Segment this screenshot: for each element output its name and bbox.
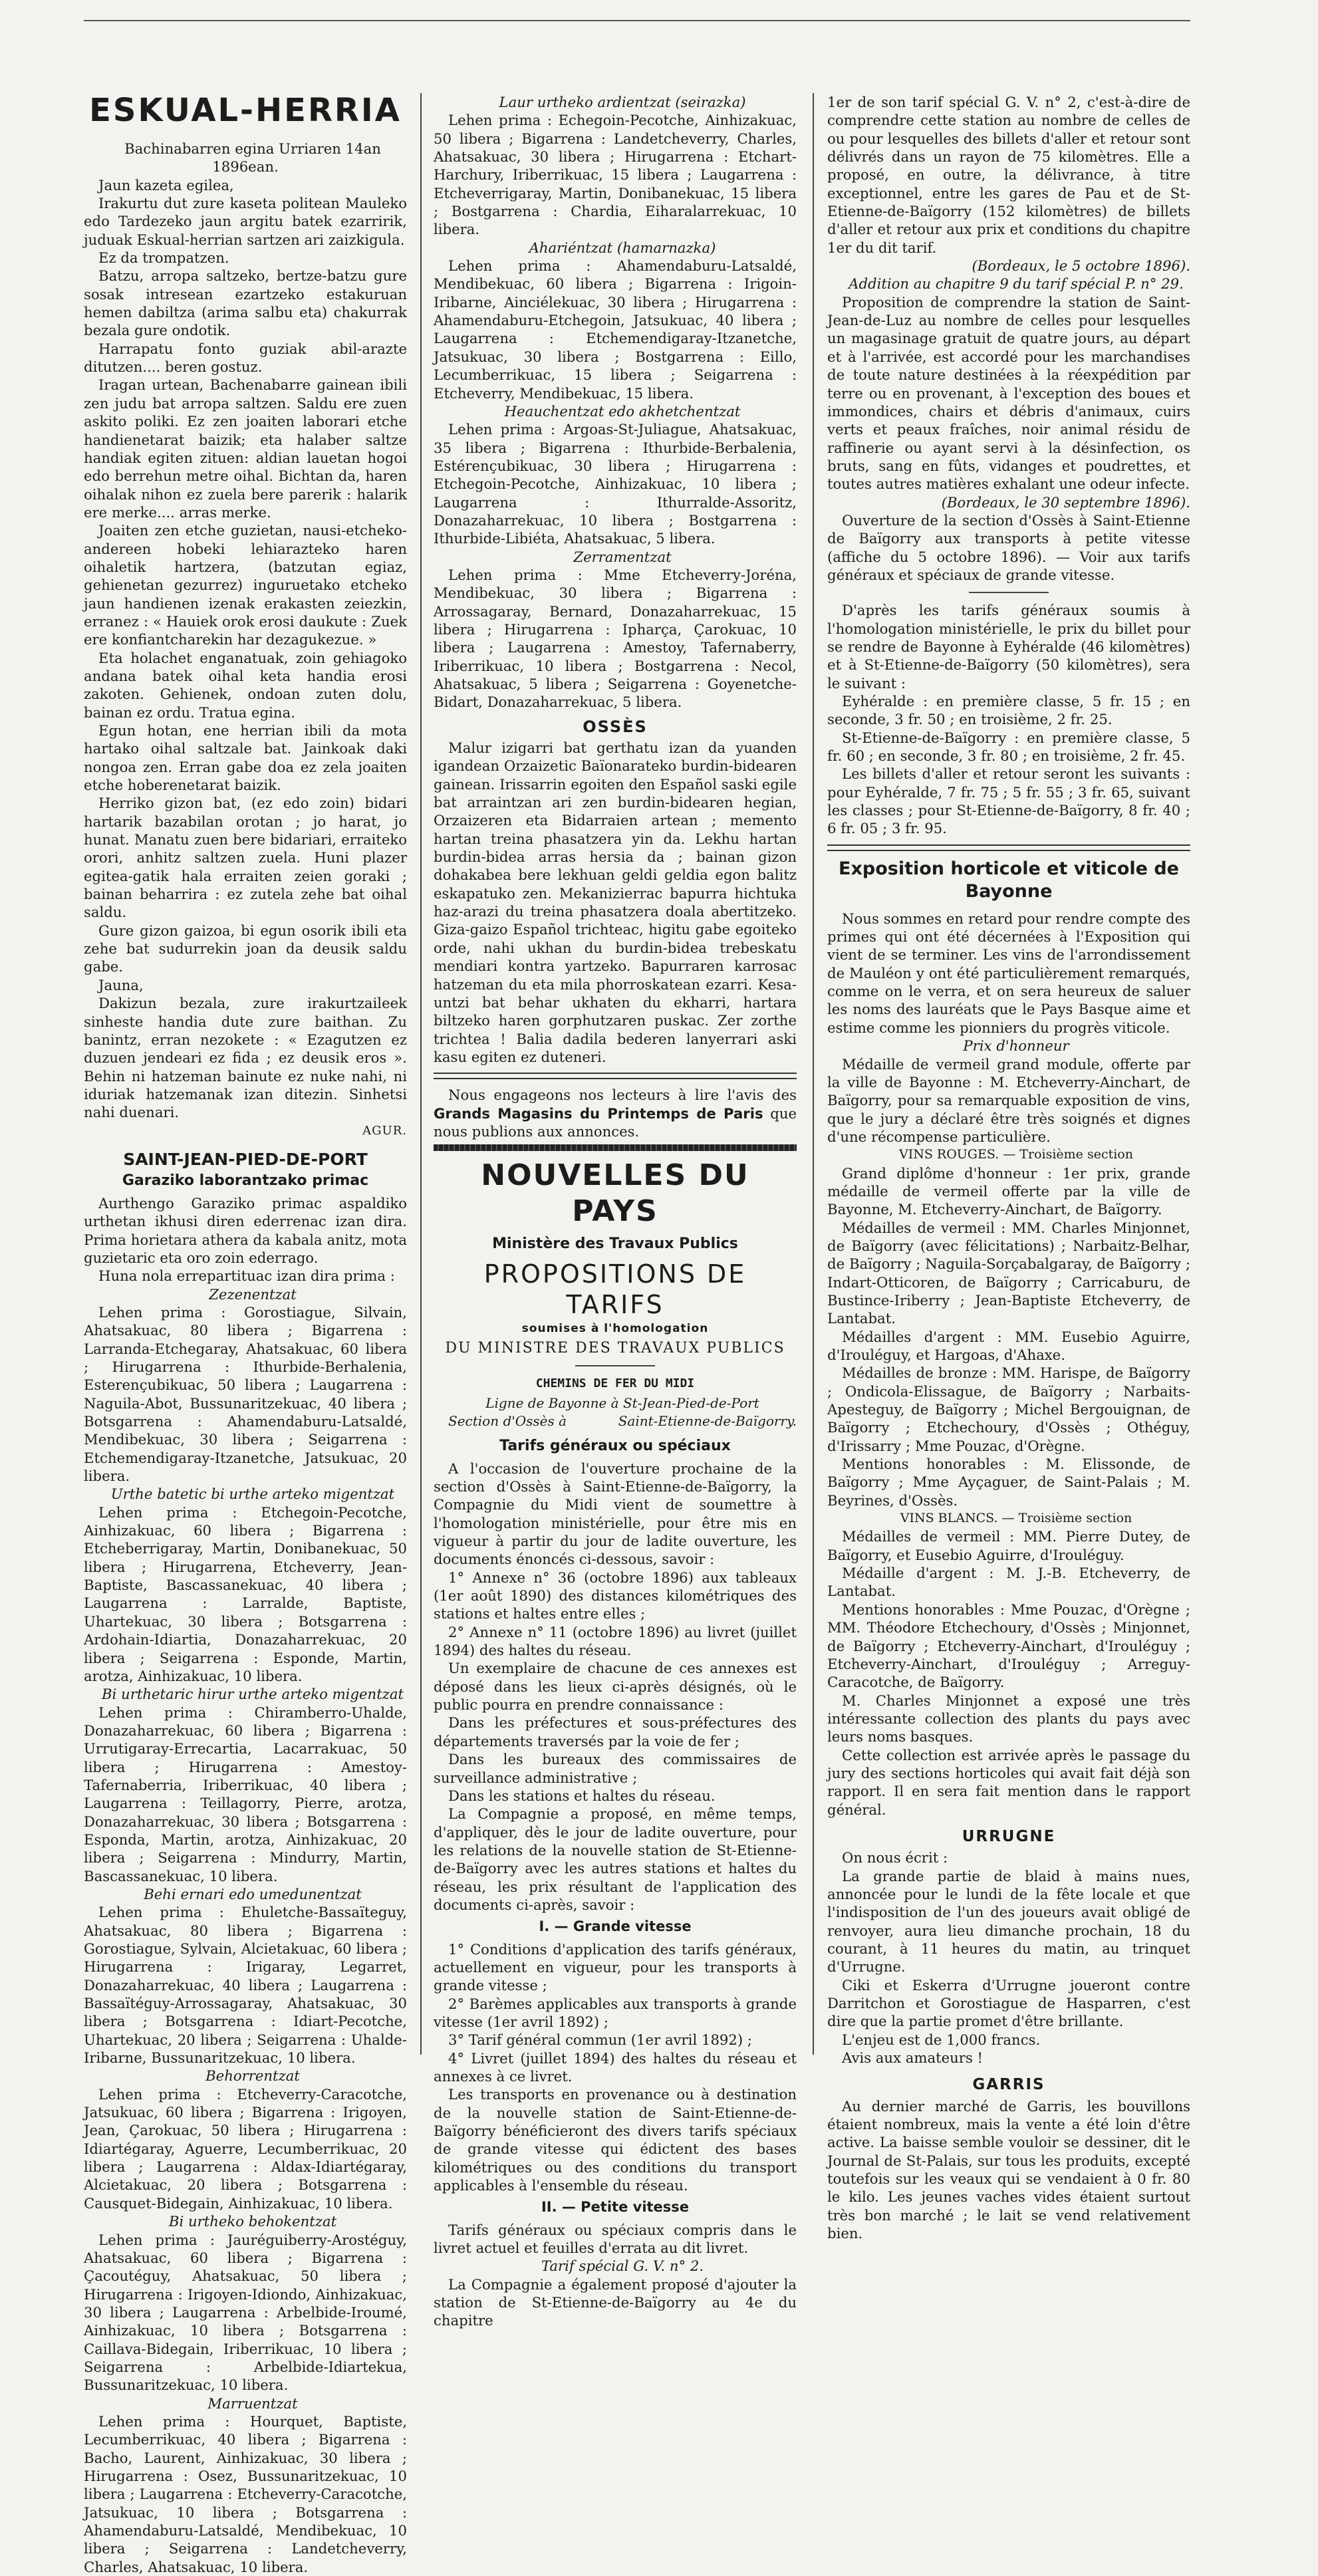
vins-blancs-text	[827, 1527, 1190, 1819]
addition-title: Addition au chapitre 9 du tarif spécial P. n° 29.	[849, 275, 1184, 293]
category-text: Lehen prima : Hourquet, Baptiste, Lecumberrikuac, 40 libera ; Bigarrena : Bacho, Laurent, Ainhizakuac, 30 libera ; Hirugarrena : Osez, Bussunaritzekuac, 10 libera ; Laugarrena : Etcheverry-Caracotche, Jatsukuac, 10 libera ; Botsgarrena : Ahamendaburu-Latsaldé, Mendibekuac, 10 libera ; Seigarrena : Landetcheverry, Charles, Ahatsakuac, 10 libera.	[84, 2412, 407, 2575]
letter-paragraph: Ez da trompatzen.	[98, 249, 229, 267]
category-text: Lehen prima : Chiramberro-Uhalde, Donazaharrekuac, 60 libera ; Bigarrena : Urrutigaray-Errecartia, Lacarrakuac, 50 libera ; Hirugarrena : Amestoy-Tafernaberria, Iriberrikuac, 40 libera ; Laugarrena : Teillagorry, Pierre, arotza, Donazaharrekuac, 30 libera ; Botsgarrena : Esponda, Martin, arotza, Ainhizakuac, 20 libera ; Seigarrena : Mindurry, Martin, Bascassanekuac, 10 libera.	[84, 1704, 407, 1884]
tarifs-paragraph: Dans les stations et haltes du réseau.	[448, 1787, 716, 1804]
vins-blancs-paragraph: Mentions honorables : Mme Pouzac, d'Orègne ; MM. Théodore Etchechoury, d'Ossès ; Minjonnet, de Baïgorry ; Etcheverry-Ainchart, d'Irouléguy ; Etcheverry-Ainchart, d'Irouléguy ; Arreguy-Caracotche, de Baïgorry.	[827, 1601, 1190, 1691]
letter-paragraph: Eta holachet enganatuak, zoin gehiagoko andana batek oihal keta handia erosi zakoten. Gehienek, ondoan zuten dolu, bainan ez ordu. Tratua egina.	[84, 649, 407, 721]
category-title: Zezenentzat	[209, 1285, 297, 1303]
vins-rouges-paragraph: Mentions honorables : M. Elissonde, de Baïgorry ; Mme Ayçaguer, de Saint-Palais ; M. Beyrines, d'Ossès.	[827, 1456, 1190, 1509]
ouverture-text: Ouverture de la section d'Ossès à Saint-Etienne de Baïgorry aux transports à petite vitesse (affiche du 5 octobre 1896). — Voir aux tarifs généraux et spéciaux de grande vitesse.	[827, 511, 1190, 583]
column-3	[827, 93, 1190, 2242]
prix-honneur-text: Médaille de vermeil grand module, offerte par la ville de Bayonne : M. Etcheverry-Ainchart, de Baïgorry, pour sa remarquable exposition de vins, que le jury a déclaré être très soignés et dignes d'une récompense particulière.	[827, 1055, 1190, 1145]
category-text: Lehen prima : Mme Etcheverry-Joréna, Mendibekuac, 30 libera ; Bigarrena : Arrossagaray, Bernard, Donazaharrekuac, 15 libera ; Hirugarrena : Ipharça, Çarokuac, 10 libera ; Laugarrena : Amestoy, Tafernaberry, Iriberrikuac, 10 libera ; Bostgarrena : Necol, Ahatsakuac, 5 libera ; Seigarrena : Goyenetche-Bidart, Donazaharrekuac, 5 libera.	[434, 566, 797, 711]
billets-text: Les billets d'aller et retour seront les suivants : pour Eyhéralde, 7 fr. 75 ; 5 fr. 55 ; 3 fr. 65, suivant les classes ; pour St-Etienne-de-Baïgorry, 8 fr. 40 ; 6 fr. 05 ; 3 fr. 95.	[827, 765, 1190, 837]
separator	[434, 1073, 797, 1079]
letter-paragraph: Joaiten zen etche guzietan, nausi-etcheko-andereen hobeki lehiarazteko haren oihaletik hartzera, (batzutan egiaz, gehienetan gezurrez) inguruetako etcheko jaun handienen izenak erakasten zeiezkin, erranez : « Hauiek orok erosi daukute : Zuek ere konfiantcharekin har dezagukezue. »	[84, 522, 407, 648]
petite-vitesse-title: II. — Petite vitesse	[541, 2199, 690, 2216]
tarifs-paragraph: 2° Annexe n° 11 (octobre 1896) au livret (juillet 1894) des haltes du réseau.	[434, 1623, 797, 1659]
urrugne-paragraph: La grande partie de blaid à mains nues, annoncée pour le lundi de la fête locale et que l'indisposition de l'un des joueurs avait obligé de renvoyer, aura lieu dimanche prochain, 18 du courant, à 11 heures du matin, au trinquet d'Urrugne.	[827, 1867, 1190, 1976]
tarifs-text	[434, 1460, 797, 1914]
grande-vitesse-paragraph: Les transports en provenance ou à destination de la nouvelle station de Saint-Etienne-de-Baïgorry bénéficieront des divers tarifs spéciaux de grande vitesse qui édictent des bases kilométriques ou des conditions du transport applicables à l'ensemble du réseau.	[434, 2086, 797, 2194]
tarifs-paragraph: Dans les préfectures et sous-préfectures des départements traversés par la voie de fer ;	[434, 1714, 797, 1749]
exposition-title: Exposition horticole et viticole de Bayonne	[839, 858, 1179, 902]
letter-paragraph: Jaun kazeta egilea,	[98, 176, 234, 193]
vins-rouges-text	[827, 1164, 1190, 1510]
letter-paragraph: Irakurtu dut zure kaseta politean Mauleko edo Tardezeko jaun argitu batek ezarririk, juduak Eskual-herrian sartzen ari zaizkigula.	[84, 195, 407, 248]
garris-title: GARRIS	[972, 2076, 1045, 2094]
section-right: Saint-Etienne-de-Baïgorry.	[618, 1412, 797, 1429]
category-text: Lehen prima : Etcheverry-Caracotche, Jatsukuac, 60 libera ; Bigarrena : Irigoyen, Jean, Çarokuac, 50 libera ; Hirugarrena : Idiartégaray, Aguerre, Lecumberrikuac, 20 libera ; Laugarrena : Aldax-Idiartégaray, Alcietakuac, 20 libera ; Botsgarrena : Causquet-Bidegain, Ainhizakuac, 10 libera.	[84, 2085, 407, 2212]
letter-paragraph: Gure gizon gaizoa, bi egun osorik ibili eta zehe bat sudurrekin joan da deusik saldu gabe.	[84, 922, 407, 975]
section-subtitle: Garaziko laborantzako primac	[122, 1172, 369, 1189]
grande-vitesse-paragraph: 4° Livret (juillet 1894) des haltes du réseau et annexes à ce livret.	[434, 2049, 797, 2085]
grande-vitesse-text	[434, 1940, 797, 2195]
tarifs-paragraph: A l'occasion de l'ouverture prochaine de la section d'Ossès à Saint-Etienne-de-Baïgorry, la Compagnie du Midi vient de soumettre à l'homologation ministérielle, pour être mis en vigueur à partir du jour de ladite ouverture, les documents énoncés ci-dessous, savoir :	[434, 1460, 797, 1568]
urrugne-paragraph: L'enjeu est de 1,000 francs.	[842, 2031, 1041, 2048]
tarifs-paragraph: Un exemplaire de chacune de ces annexes est déposé dans les lieux ci-après désignés, où le public pourra en prendre connaissance :	[434, 1660, 797, 1714]
grande-vitesse-paragraph: 2° Barèmes applicables aux transports à grande vitesse (1er avril 1892) ;	[434, 1995, 797, 2030]
vins-blancs-title: VINS BLANCS. — Troisième section	[900, 1511, 1132, 1526]
tarifs-title: Tarifs généraux ou spéciaux	[499, 1438, 731, 1455]
category-text: Lehen prima : Argoas-St-Juliague, Ahatsakuac, 35 libera ; Bigarrena : Ithurbide-Berbalenia, Estérençubikuac, 30 libera ; Hirugarrena : Etchegoin-Pecotche, Ainhizakuac, 10 libera ; Laugarrena : Ithurralde-Assoritz, Donazaharrekuac, 10 libera ; Bostgarrena : Ithurbide-Libiéta, Ahatsakuac, 5 libera.	[434, 421, 797, 547]
category-text: Lehen prima : Ehuletche-Bassaïteguy, Ahatsakuac, 80 libera ; Bigarrena : Gorostiague, Sylvain, Alcietakuac, 60 libera ; Hirugarrena : Irigaray, Legarret, Donazaharrekuac, 40 libera ; Laugarrena : Bassaïtéguy-Arrossagaray, Ahatsakuac, 30 libera ; Botsgarrena : Idiart-Pecotche, Uhartekuac, 20 libera ; Seigarrena : Uhalde-Iribarne, Bussunaritzekuac, 10 libera.	[84, 1904, 407, 2067]
dateline-bordeaux-1: (Bordeaux, le 5 octobre 1896).	[972, 257, 1190, 275]
separator-short	[575, 1365, 655, 1366]
urrugne-paragraph: Ciki et Eskerra d'Urrugne joueront contre Darritchon et Gorostiague de Hasparren, c'est dire que la partie promet d'être brillante.	[827, 1976, 1190, 2030]
dateline: Bachinabarren egina Urriaren 14an 1896ean.	[124, 140, 381, 176]
masthead-eskual-herria: ESKUAL-HERRIA	[89, 92, 402, 129]
category-text: Lehen prima : Gorostiague, Silvain, Ahatsakuac, 80 libera ; Bigarrena : Larranda-Etchegaray, Ahatsakuac, 60 libera ; Hirugarrena : Ithurbide-Berhalenia, Esterençubikuac, 50 libera ; Laugarrena : Naguila-Abot, Bussunaritzekuac, 40 libera ; Botsgarrena : Ahamendaburu-Latsaldé, Mendibekuac, 30 libera ; Seigarrena : Etchemendigaray-Itzanetche, Jatsukuac, 20 libera.	[84, 1303, 407, 1485]
tarif-special-text: La Compagnie a également proposé d'ajouter la station de St-Etienne-de-Baïgorry au 4e du chapitre	[434, 2275, 797, 2329]
letter-paragraph: Herriko gizon bat, (ez edo zoin) bidari hartarik bazabilan orotan ; jo harat, jo hunat. Manatu zuen bere bidariari, erraiteko orori, anhitz saltzen zuela. Huni plazer egitea-gatik hala erraiten zeien goraki ; bainan beharrira : ez zutela zehe bat oihal saldu.	[84, 795, 407, 921]
intro-paragraph: Aurthengo Garaziko primac aspaldiko urthetan ikhusi diren ederrenac izan dira. Prima horietara athera da kabala anitz, mota guzietaric eta oro zoin ederrago.	[84, 1194, 407, 1266]
category-title: Zerramentzat	[573, 548, 672, 565]
ligne-subtitle: Ligne de Bayonne à St-Jean-Pied-de-Port	[485, 1394, 759, 1411]
advert-pre: Nous engageons nos lecteurs à lire l'avis des	[448, 1087, 797, 1104]
vins-rouges-paragraph: Médailles d'argent : MM. Eusebio Aguirre, d'Irouléguy, et Hargoas, d'Ahaxe.	[827, 1328, 1190, 1363]
letter-paragraph: Harrapatu fonto guziak abil-arazte ditutzen.... beren gostuz.	[84, 340, 407, 376]
category-text: Lehen prima : Echegoin-Pecotche, Ainhizakuac, 50 libera ; Bigarrena : Landetcheverry, Charles, Ahatsakuac, 30 libera ; Hirugarrena : Etchart-Harchury, Iriberrikuac, 15 libera ; Laugarrena : Etcheverrigaray, Martin, Donibanekuac, 15 libera ; Bostgarrena : Chardia, Eiharalarrekuac, 10 libera.	[434, 112, 797, 238]
category-title: Urthe batetic bi urthe arteko migentzat	[110, 1485, 395, 1503]
dapres-text: D'après les tarifs généraux soumis à l'homologation ministérielle, le prix du billet pour se rendre de Bayonne à Eyhéralde (46 kilomètres) et à St-Etienne-de-Baïgorry (50 kilomètres), sera le suivant :	[827, 602, 1190, 692]
category-title: Heauchentzat edo akhetchentzat	[504, 402, 741, 420]
prix-honneur-title: Prix d'honneur	[963, 1037, 1069, 1055]
chemins-de-fer-title: CHEMINS DE FER DU MIDI	[535, 1376, 695, 1391]
vins-rouges-paragraph: Médailles de bronze : MM. Harispe, de Baïgorry ; Ondicola-Elissague, de Baïgorry ; Narbaits-Apesteguy, de Baïgorry ; Michel Bergouignan, de Baïgorry ; Etchechoury, d'Ossès ; Othéguy, d'Irissarry ; Mme Pouzac, d'Orègne.	[827, 1364, 1190, 1454]
petite-vitesse-paragraph: Tarifs généraux ou spéciaux compris dans le livret actuel et feuilles d'errata au dit livret.	[434, 2221, 797, 2257]
propositions-title: PROPOSITIONS DE TARIFS	[483, 1259, 747, 1319]
du-ministre-subtitle: DU MINISTRE DES TRAVAUX PUBLICS	[445, 1339, 785, 1356]
separator	[827, 844, 1190, 851]
vins-rouges-title: VINS ROUGES. — Troisième section	[899, 1147, 1133, 1162]
addition-text: Proposition de comprendre la station de Saint-Jean-de-Luz au nombre de celles pour lesquelles un magasinage gratuit de quatre jours, au départ et à l'arrivée, est accordé pour les marchandises de toute nature destinées à la réexpédition par terre ou en provenant, à l'exception des boues et immondices, chairs et débris d'animaux, cuirs verts et peaux fraîches, noir animal résidu de raffinerie ou ayant servi à la désinfection, os bruts, sang en fûts, vidanges et poudrettes, et toutes autres matières exhalant une odeur infecte.	[827, 293, 1190, 493]
vins-rouges-paragraph: Grand diplôme d'honneur : 1er prix, grande médaille de vermeil offerte par la ville de Bayonne, M. Etcheverry-Ainchart, de Baïgorry.	[827, 1164, 1190, 1218]
category-text: Lehen prima : Ahamendaburu-Latsaldé, Mendibekuac, 60 libera ; Bigarrena : Irigoin-Iribarne, Ainciélekuac, 30 libera ; Hirugarrena : Ahamendaburu-Etchegoin, Jatsukuac, 40 libera ; Laugarrena : Etchemendigaray-Itzanetche, Jatsukuac, 30 libera ; Bostgarrena : Eillo, Lecumberrikuac, 15 libera ; Seigarrena : Etcheverry, Mendibekuac, 15 libera.	[434, 257, 797, 402]
grande-vitesse-title: I. — Grande vitesse	[539, 1918, 692, 1935]
advert-notice	[434, 1086, 797, 1140]
category-text: Lehen prima : Etchegoin-Pecotche, Ainhizakuac, 60 libera ; Bigarrena : Etcheberrigaray, Martin, Donibanekuac, 50 libera ; Hirugarrena, Etcheverry, Jean-Baptiste, Bascassanekuac, 40 libera ; Laugarrena : Larralde, Baptiste, Uhartekuac, 30 libera ; Botsgarrena : Ardohain-Idiartia, Donazaharrekuac, 20 libera ; Seigarrena : Esponde, Martin, arotza, Ainhizakuac, 10 libera.	[84, 1503, 407, 1684]
tarifs-paragraph: 1° Annexe n° 36 (octobre 1896) aux tableaux (1er août 1890) des distances kilométriques des stations et haltes entre elles ;	[434, 1569, 797, 1622]
column-2	[434, 93, 797, 2329]
eyheralde-text: Eyhéralde : en première classe, 5 fr. 15 ; en seconde, 3 fr. 50 ; en troisième, 2 fr. 25.	[827, 693, 1190, 728]
vins-blancs-paragraph: Médailles de vermeil : MM. Pierre Dutey, de Baïgorry, et Eusebio Aguirre, d'Irouléguy.	[827, 1528, 1190, 1563]
letter-paragraph: Egun hotan, ene herrian ibili da mota hartako oihal saltzale bat. Jainkoak daki nongoa zen. Erran gabe doa ez zela joaiten etche hoberenetarat baizik.	[84, 722, 407, 794]
urrugne-text	[827, 1849, 1190, 2067]
top-border	[84, 20, 1190, 21]
separator-thick	[434, 1144, 797, 1151]
tarifs-paragraph: Dans les bureaux des commissaires de surveillance administrative ;	[434, 1751, 797, 1786]
vins-rouges-paragraph: Médailles de vermeil : MM. Charles Minjonnet, de Baïgorry (avec félicitations) ; Narbaitz-Belhar, de Baïgorry ; Naguila-Sorçabalgaray, de Baïgorry ; Indart-Otticoren, de Baïgorry ; Carricaburu, de Bustince-Iriberry ; Jean-Baptiste Etcheverry, de Lantabat.	[827, 1219, 1190, 1327]
intro-paragraph-2: Huna nola errepartituac izan dira prima :	[98, 1267, 395, 1285]
vins-blancs-paragraph: Médaille d'argent : M. J.-B. Etcheverry, de Lantabat.	[827, 1565, 1190, 1600]
st-etienne-text: St-Etienne-de-Baïgorry : en première classe, 5 fr. 60 ; en seconde, 3 fr. 80 ; en troisième, 2 fr. 45.	[827, 729, 1190, 765]
continued-text: 1er de son tarif spécial G. V. n° 2, c'est-à-dire de comprendre cette station au nombre de celles de ou pour lesquelles des billets d'aller et retour sont délivrés dans un rayon de 75 kilomètres. Elle a proposé, en outre, la délivrance, à titre exceptionnel, entre les gares de Pau et de St-Etienne-de-Baïgorry (152 kilomètres) de billets d'aller et retour aux prix et conditions du chapitre 1er du dit tarif.	[827, 94, 1190, 256]
column-rule-2	[813, 93, 814, 2055]
ministere-title: Ministère des Travaux Publics	[492, 1235, 738, 1253]
category-title: Behorrentzat	[205, 2067, 300, 2085]
grande-vitesse-paragraph: 1° Conditions d'application des tarifs généraux, actuellement en vigueur, pour les transports à grande vitesse ;	[434, 1940, 797, 1994]
category-title: Bi urtheko behokentzat	[168, 2213, 337, 2230]
section-left: Section d'Ossès à	[448, 1412, 567, 1429]
vins-blancs-paragraph: Cette collection est arrivée après le passage du jury des sections horticoles qui avait fait déjà son rapport. Il en sera fait mention dans le rapport général.	[827, 1746, 1190, 1818]
category-title: Laur urtheko ardientzat (seirazka)	[499, 94, 746, 110]
advert-store-name: Grands Magasins du Printemps de Paris	[434, 1104, 763, 1122]
signature: AGUR.	[362, 1123, 407, 1138]
category-title: Behi ernari edo umedunentzat	[144, 1885, 362, 1902]
soumises-subtitle: soumises à l'homologation	[521, 1321, 709, 1335]
category-title: Bi urthetaric hirur urthe arteko migentzat	[101, 1686, 404, 1703]
dateline-bordeaux-2: (Bordeaux, le 30 septembre 1896).	[941, 493, 1190, 511]
section-title-saint-jean: SAINT-JEAN-PIED-DE-PORT	[123, 1149, 368, 1169]
urrugne-title: URRUGNE	[962, 1827, 1056, 1845]
grande-vitesse-paragraph: 3° Tarif général commun (1er avril 1892) ;	[448, 2031, 753, 2049]
category-title: Marruentzat	[207, 2394, 298, 2412]
letter-paragraph: Batzu, arropa saltzeko, bertze-batzu gure sosak intresean ezartzeko estakuruan hemen dabiltza (arima salbu eta) chakurrak bezala gure ondotik.	[84, 267, 407, 339]
section-line	[434, 1412, 797, 1430]
letter-paragraph: Jauna,	[98, 976, 144, 993]
osses-text: Malur izigarri bat gerthatu izan da yuanden igandean Orzaizetic Baïonarateko burdin-bidearen gainean. Irissarrin egoiten den Español saski egile bat arraintzan ari zen burdin-bidearen hegian, Orzaizeren eta Bidarraien artean ; memento hartan treina phasatzera yin da. Lekhu hartan burdin-bidea arras hersia da ; bainan gizon dohakabea bere lekhuan geldi geldia egon balitz eskapatuko zen. Mekanizierrac bapurra hichtuka haz-arazi du treina phasatzera doala abertitzeko. Giza-gaizo Español trichteac, higitu gabe egoiteko orde, nahi ukhan du burdin-bidea trebeskatu mendiari kontra yartzeko. Bapurraren karrosac hatzeman du eta mila phorroskatean ezarri. Kesa-untzi bat behar ukhaten du ekharri, hartara biltzeko haren gorphutzaren puskac. Zer zorthe trichtea ! Balia dadila bederen lanyerrari aski kasu egiten ez duteneri.	[434, 739, 797, 1065]
letter-paragraph: Iragan urtean, Bachenabarre gainean ibili zen judu bat arropa saltzen. Saldu ere zuen askito poliki. Ez zen joaiten laborari etche handienetarat baizik; eta halaber saltze handiak egiten zituen: aldian lauetan hogoi edo berrehun metre oihal. Bichtan da, haren oihalak nihon ez zuela bere parerik : halarik ere merke.... arras merke.	[84, 376, 407, 521]
column-1	[84, 92, 407, 2575]
urrugne-paragraph: Avis aux amateurs !	[842, 2049, 984, 2067]
vins-blancs-paragraph: M. Charles Minjonnet a exposé une très intéressante collection des plants du pays avec leurs noms basques.	[827, 1692, 1190, 1745]
advert-post: que nous publions aux annonces.	[434, 1104, 797, 1140]
category-text: Lehen prima : Jauréguiberry-Arostéguy, Ahatsakuac, 60 libera ; Bigarrena : Çacoutéguy, Ahatsakuac, 50 libera ; Hirugarrena : Irigoyen-Idiondo, Ainhizakuac, 30 libera ; Laugarrena : Arbelbide-Iroumé, Ainhizakuac, 10 libera ; Botsgarrena : Caillava-Bidegain, Iriberrikuac, 10 libera ; Seigarrena : Arbelbide-Idiartekua, Bussunaritzekuac, 10 libera.	[84, 2231, 407, 2394]
column-rule-1	[420, 93, 422, 2055]
nouvelles-du-pays-title: NOUVELLES DU PAYS	[481, 1158, 749, 1229]
separator-short	[969, 592, 1049, 593]
tarif-special-title: Tarif spécial G. V. n° 2.	[541, 2257, 704, 2275]
urrugne-paragraph: On nous écrit :	[842, 1849, 948, 1867]
petite-vitesse-text	[434, 2221, 797, 2257]
garris-text: Au dernier marché de Garris, les bouvillons étaient nombreux, mais la vente a été loin d'être active. La baisse semble vouloir se dessiner, dit le Journal de St-Palais, sur tous les produits, excepté toutefois sur les veaux qui se vendaient à 0 fr. 80 le kilo. Les jeunes vaches vides étaient surtout très bon marché ; le lait se vend relativement bien.	[827, 2097, 1190, 2242]
osses-title: OSSÈS	[583, 717, 648, 736]
exposition-intro: Nous sommes en retard pour rendre compte des primes qui ont été décernées à l'Exposition qui vient de se terminer. Les vins de l'arrondissement de Mauléon y ont été particulièrement remarqués, comme on le verra, et on sera heureux de saluer les noms des lauréats que le Pays Basque aime et estime comme les pionniers du progrès viticole.	[827, 910, 1190, 1036]
category-title: Ahariéntzat (hamarnazka)	[529, 239, 716, 256]
letter-body	[84, 176, 407, 1122]
letter-paragraph: Dakizun bezala, zure irakurtzaileek sinheste handia dute zure baithan. Zu banintz, erran nezokete : « Ezagutzen ez duzuen jendeari ez fida ; ez deusik eros ». Behin ni hatzeman bainute ez nuke nahi, ni iduriak hatzemanak izan ditezin. Sinhetsi nahi duenari.	[84, 995, 407, 1121]
tarifs-paragraph: La Compagnie a proposé, en même temps, d'appliquer, dès le jour de ladite ouverture, pour les relations de la nouvelle station de St-Etienne-de-Baïgorry avec les autres stations et haltes du réseau, les prix résultant de l'application des documents ci-après, savoir :	[434, 1805, 797, 1913]
